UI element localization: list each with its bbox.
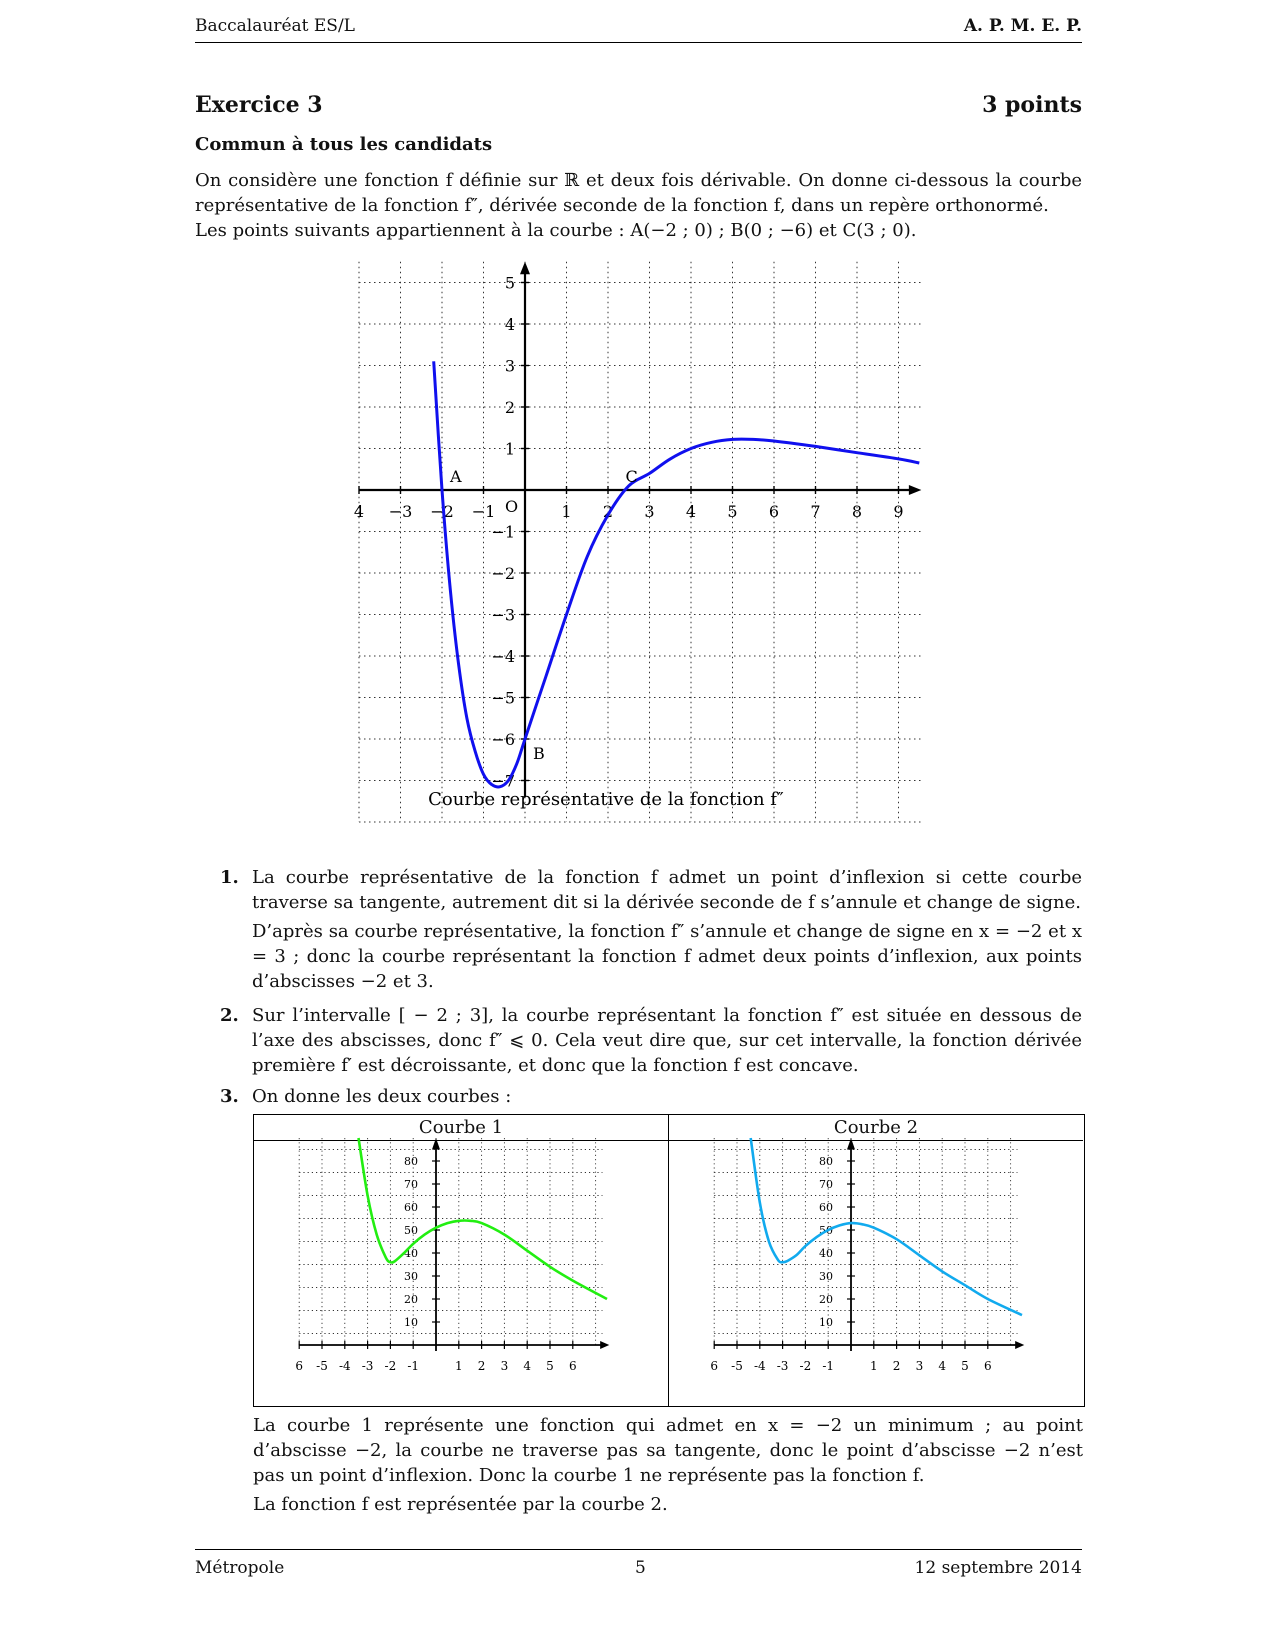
conclusion-paragraph-2: La fonction f est représentée par la courbe 2. [253, 1494, 668, 1515]
x-tick-label: −3 [388, 502, 413, 521]
y-tick-label: 70 [819, 1178, 833, 1191]
y-tick-label: 40 [404, 1247, 418, 1260]
x-tick-label: 4 [353, 502, 365, 521]
x-tick-label: 6 [983, 1359, 992, 1373]
y-tick-label: 4 [504, 315, 515, 334]
y-tick-label: 5 [504, 273, 515, 293]
x-tick-label: 2 [602, 502, 614, 521]
x-tick-label: −2 [430, 502, 454, 521]
x-tick-label: -3 [776, 1359, 789, 1373]
y-tick-label: −6 [491, 730, 515, 749]
y-tick-label: 40 [819, 1247, 833, 1260]
x-tick-label: 4 [523, 1359, 532, 1373]
y-tick-label: 70 [404, 1178, 418, 1191]
x-tick-label: 6 [768, 502, 780, 521]
question-number: 2. [220, 1005, 239, 1026]
question-3-paragraph-1: On donne les deux courbes : [252, 1086, 512, 1107]
x-tick-label: 6 [295, 1359, 304, 1373]
intro-text [195, 168, 1082, 243]
intro-paragraph-2: Les points suivants appartiennent à la courbe : A(−2 ; 0) ; B(0 ; −6) et C(3 ; 0). [195, 220, 917, 241]
y-tick-label: −3 [491, 605, 515, 625]
y-tick-label: 50 [819, 1224, 833, 1237]
y-tick-label: 50 [404, 1224, 418, 1237]
question-number: 3. [220, 1086, 239, 1107]
curve-1-cell [254, 1115, 669, 1406]
y-tick-label: 20 [404, 1293, 418, 1306]
footer-right: 12 septembre 2014 [914, 1558, 1082, 1578]
x-tick-label: 5 [961, 1359, 969, 1373]
x-tick-label: 4 [938, 1359, 947, 1373]
y-tick-label: −1 [491, 522, 515, 542]
y-tick-label: 10 [819, 1316, 833, 1329]
main-chart [355, 262, 920, 827]
y-axis-arrow [520, 262, 530, 274]
x-tick-label: 8 [851, 502, 863, 521]
question-1-paragraph-2: D’après sa courbe représentative, la fonction f″ s’annule et change de signe en x = −2 et x = 3 ; donc la courbe représentant la fonction f admet deux points d’inflexion, aux points d’abscisses −2 et 3. [252, 921, 1082, 992]
y-tick-label: 2 [504, 398, 515, 417]
x-tick-label: -5 [731, 1359, 743, 1373]
y-tick-label: 30 [404, 1270, 418, 1283]
conclusion-paragraph-1: La courbe 1 représente une fonction qui admet en x = −2 un minimum ; au point d’abscisse −2, la courbe ne traverse pas sa tangente, donc le point d’abscisse −2 n’est pas un point d’inflexion. Donc la courbe 1 ne représente pas la fonction f. [253, 1415, 1083, 1486]
y-tick-label: −4 [491, 647, 515, 666]
x-tick-label: 3 [915, 1359, 924, 1373]
x-axis-arrow [1015, 1341, 1024, 1349]
chart-caption: Courbe représentative de la fonction f″ [428, 789, 784, 810]
x-tick-label: 3 [500, 1359, 509, 1373]
y-tick-label: 60 [819, 1201, 833, 1214]
y-tick-label: 30 [819, 1270, 833, 1283]
conclusion-text [253, 1413, 1083, 1521]
header-right: A. P. M. E. P. [963, 16, 1082, 36]
x-tick-label: 6 [710, 1359, 719, 1373]
x-tick-label: -1 [822, 1359, 835, 1373]
x-tick-label: 4 [685, 502, 697, 521]
x-tick-label: -4 [753, 1359, 766, 1373]
origin-label: O [505, 497, 519, 516]
y-tick-label: 10 [404, 1316, 418, 1329]
page-header [195, 16, 1082, 43]
point-label-b: B [533, 744, 545, 763]
x-tick-label: 3 [644, 502, 655, 521]
question-1-paragraph-1: La courbe représentative de la fonction f admet un point d’inflexion si cette courbe traverse sa tangente, autrement dit si la dérivée seconde de f s’annule et change de signe. [252, 867, 1082, 913]
x-tick-label: -4 [338, 1359, 351, 1373]
exercise-title: Exercice 3 [195, 92, 323, 118]
curve-1-chart [254, 1141, 668, 1405]
page-footer [195, 1549, 1082, 1578]
x-tick-label: 1 [561, 502, 572, 521]
x-tick-label: −1 [471, 502, 496, 521]
point-label-c: C [625, 467, 638, 486]
y-tick-label: 80 [819, 1155, 833, 1168]
header-left: Baccalauréat ES/L [195, 16, 355, 36]
x-tick-label: 9 [893, 502, 904, 521]
curve-2-title: Courbe 2 [669, 1115, 1083, 1141]
x-tick-label: 7 [810, 502, 821, 521]
x-tick-label: 2 [892, 1359, 901, 1373]
curve-2-cell [669, 1115, 1083, 1406]
y-tick-label: −2 [491, 564, 515, 583]
x-axis-arrow [600, 1341, 609, 1349]
question-number: 1. [220, 867, 239, 888]
y-tick-label: −5 [491, 688, 515, 708]
x-tick-label: -5 [316, 1359, 328, 1373]
x-tick-label: 5 [546, 1359, 554, 1373]
x-axis-arrow [909, 485, 921, 495]
x-tick-label: -1 [407, 1359, 420, 1373]
curve-line [751, 1138, 1022, 1315]
question-2 [220, 1003, 1082, 1082]
x-tick-label: 5 [727, 502, 738, 521]
x-tick-label: -2 [799, 1359, 812, 1373]
footer-left: Métropole [195, 1558, 285, 1578]
intro-paragraph-1: On considère une fonction f définie sur ℝ et deux fois dérivable. On donne ci-dessous la courbe représentative de la fonction f″, dérivée seconde de la fonction f, dans un repère orthonormé. [195, 170, 1082, 216]
y-tick-label: 80 [404, 1155, 418, 1168]
question-1 [220, 865, 1082, 998]
curve-line [359, 1138, 608, 1299]
exercise-subtitle: Commun à tous les candidats [195, 134, 493, 155]
y-tick-label: 20 [819, 1293, 833, 1306]
y-tick-label: 60 [404, 1201, 418, 1214]
x-tick-label: -3 [361, 1359, 374, 1373]
question-3 [220, 1084, 1082, 1113]
footer-page-number: 5 [635, 1558, 646, 1578]
curve-1-title: Courbe 1 [254, 1115, 668, 1141]
x-tick-label: 6 [568, 1359, 577, 1373]
x-tick-label: -2 [384, 1359, 397, 1373]
exercise-points: 3 points [982, 92, 1082, 118]
x-tick-label: 2 [477, 1359, 486, 1373]
question-2-paragraph-1: Sur l’intervalle [ − 2 ; 3], la courbe représentant la fonction f″ est située en dessous de l’axe des abscisses, donc f″ ⩽ 0. Cela veut dire que, sur cet intervalle, la fonction dérivée première f′ est décroissante, et donc que la fonction f est concave. [252, 1005, 1082, 1076]
x-tick-label: 1 [454, 1359, 463, 1373]
y-tick-label: 1 [504, 439, 515, 459]
y-tick-label: 3 [504, 356, 515, 376]
y-tick-label: −7 [491, 771, 515, 791]
curve-2-chart [669, 1141, 1083, 1405]
curves-table [253, 1114, 1085, 1407]
point-label-a: A [450, 467, 462, 486]
x-tick-label: 1 [869, 1359, 878, 1373]
